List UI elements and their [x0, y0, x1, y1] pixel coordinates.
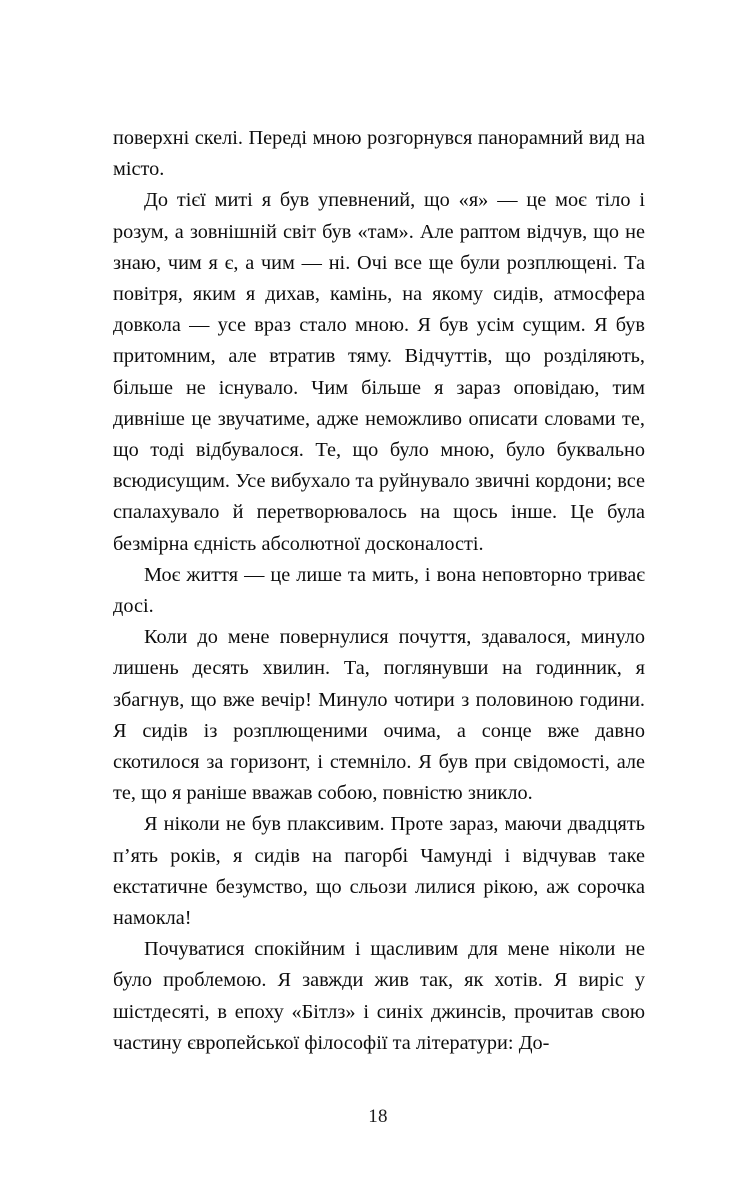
paragraph-3: Моє життя — це лише та мить, і вона неповторно триває досі. [113, 563, 645, 618]
paragraph-5: Я ніколи не був плаксивим. Проте зараз, маючи двадцять п’ять років, я сидів на пагорбі Чамунді і відчував таке екстатичне безумство, що сльози лилися рікою, аж сорочка намокла! [113, 813, 645, 930]
paragraph-6: Почуватися спокійним і щасливим для мене ніколи не було проблемою. Я завжди жив так, як хотів. Я виріс у шістдесяті, в епоху «Бітлз» і синіх джинсів, прочитав свою частину європейської філософії та літератури: До- [113, 938, 645, 1054]
paragraph-1: поверхні скелі. Переді мною розгорнувся панорамний вид на місто. [113, 127, 645, 181]
paragraph-4: Коли до мене повернулися почуття, здавалося, минуло лишень десять хвилин. Та, поглянувши на годинник, я збагнув, що вже вечір! Минуло чотири з половиною години. Я сидів із розплющеними очима, а сонце вже давно скотилося за горизонт, і стемніло. Я був при свідомості, але те, що я раніше вважав собою, повністю зникло. [113, 626, 645, 805]
page-number: 18 [368, 1106, 388, 1127]
paragraph-2: До тієї миті я був упевнений, що «я» — це моє тіло і розум, а зовнішній світ був «там». Але раптом відчув, що не знаю, чим я є, а чим — ні. Очі все ще були розплющені. Та повітря, яким я дихав, камінь, на якому сидів, атмосфера довкола — усе враз стало мною. Я був усім сущим. Я був притомним, але втратив тяму. Відчуттів, що розділяють, більше не існувало. Чим більше я зараз оповідаю, тим дивніше це звучатиме, адже неможливо описати словами те, що тоді відбувалося. Те, що було мною, було буквально всюдисущим. Усе вибухало та руйнувало звичні кордони; все спалахувало й перетворювалось на щось інше. Це була безмірна єдність абсолютної досконалості. [113, 189, 645, 555]
body-text-block [113, 123, 645, 1059]
